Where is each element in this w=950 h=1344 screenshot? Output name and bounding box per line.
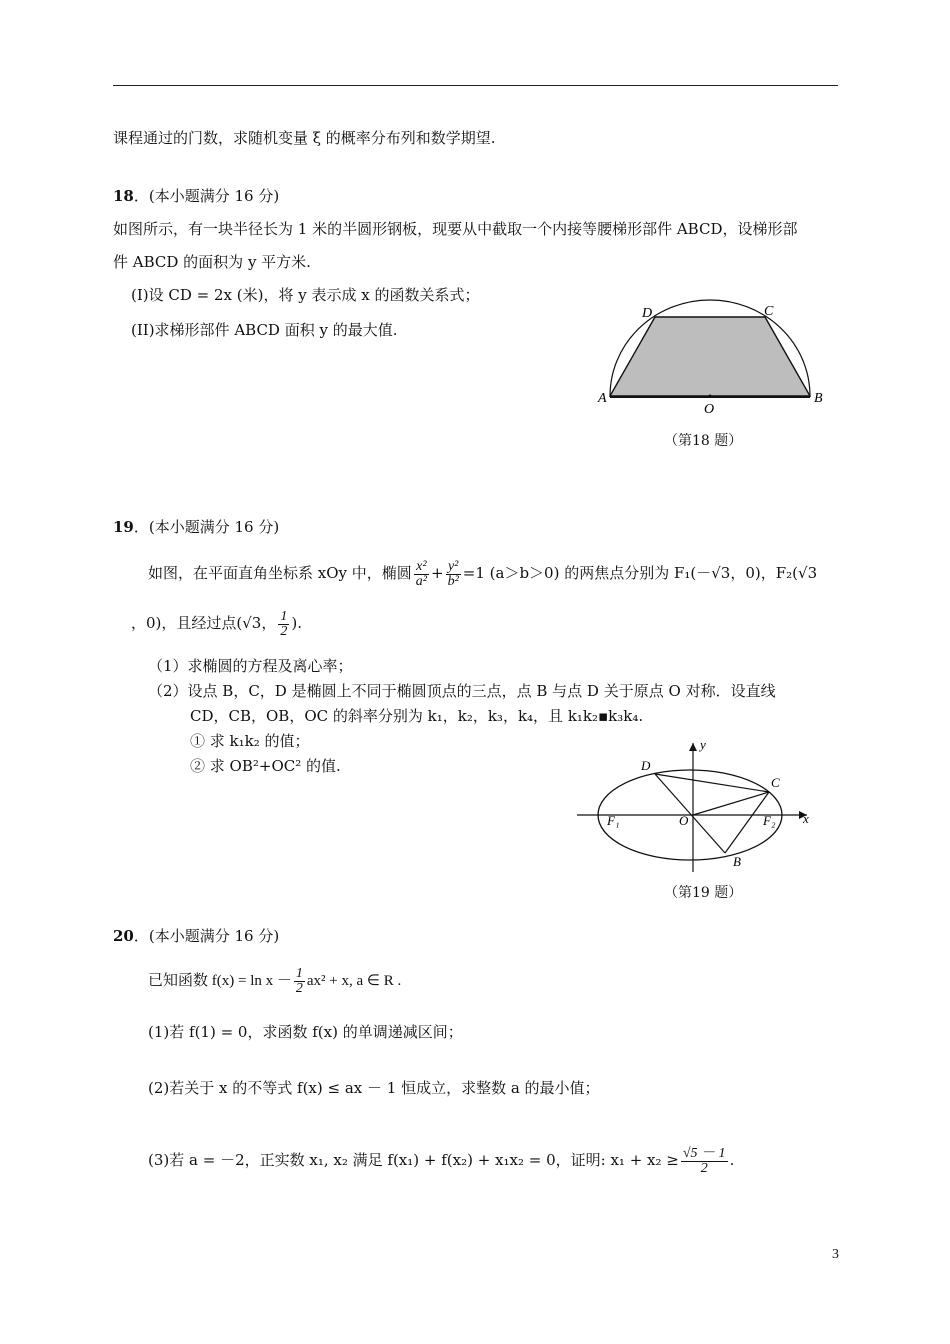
q20-part3-den: 2 [700,1160,708,1176]
q18-header-rest: ．(本小题满分 16 分) [133,187,280,205]
label-c: C [771,775,780,790]
q19-intro-line2-end: ). [291,614,302,632]
q20-part3-frac [681,1147,728,1176]
q19-frac-x [414,560,429,589]
y-axis-arrow [689,743,697,751]
label-f2: F₂ [763,813,776,828]
q19-frac-half-num: 1 [280,608,288,624]
q20-part3-end: . [729,1151,735,1169]
q19-ellipse-figure [575,737,815,877]
q20-part3 [148,1145,734,1176]
q19-frac-y-den: b² [447,573,459,589]
q19-frac-y [446,560,461,589]
label-b: B [733,854,741,869]
header-rule [113,85,838,86]
q20-part1: (1)若 f(1) = 0，求函数 f(x) 的单调递减区间； [148,1023,463,1041]
label-f1: F₁ [607,813,620,828]
q19-frac-y-num: y² [446,560,461,575]
label-o: O [679,813,689,828]
q20-frac-den: 2 [295,980,303,996]
page-number: 3 [832,1247,839,1262]
q18-semicircle-figure [590,295,830,420]
q19-frac-half [278,610,289,639]
line-oc [693,792,769,815]
q17-tail-text: 课程通过的门数，求随机变量 ξ 的概率分布列和数学期望. [113,129,496,147]
q19-intro-line2 [131,608,302,639]
q20-intro-post: ax² + x, a ∈ R . [306,973,402,989]
q18-part2: (II)求梯形部件 ABCD 面积 y 的最大值. [131,321,398,339]
q19-sub1: ① 求 k₁k₂ 的值； [190,732,310,750]
q20-header-rest: ．(本小题满分 16 分) [133,927,280,945]
label-d: D [641,758,651,773]
line-dc [655,774,769,792]
q18-intro-line2: 件 ABCD 的面积为 y 平方米. [113,253,311,271]
q19-frac-x-den: a² [415,573,427,589]
q19-intro-line1: 如图，在平面直角坐标系 xOy 中，椭圆 $\frac{\text{x²}}{\text{a²}}$ + $\frac{\text{y²}}{\text{b²}}$ =1 (a＞b＞0) 的两焦点分别为 F₁(－√3，0)，F₂(√3 [148,558,818,589]
line-db [655,774,725,853]
label-d: D [642,306,653,321]
q19-frac-half-den: 2 [280,623,288,639]
q19-number: 19 [113,518,134,536]
q19-intro-post: =1 (a＞b＞0) 的两焦点分别为 F₁(－√3，0)，F₂(√3 [462,564,818,582]
q18-intro-line1: 如图所示，有一块半径长为 1 米的半圆形钢板，现要从中截取一个内接等腰梯形部件 ABCD，设梯形部 [113,220,798,238]
q19-intro-pre: 如图，在平面直角坐标系 xOy 中，椭圆 [148,564,412,582]
label-a: A [598,391,607,406]
q19-header [113,517,279,537]
label-b: B [814,391,823,406]
q20-frac-num: 1 [295,965,303,981]
q18-number: 18 [113,187,134,205]
q20-part2: (2)若关于 x 的不等式 f(x) ≤ ax － 1 恒成立，求整数 a 的最小值； [148,1079,600,1097]
q19-part1: （1）求椭圆的方程及离心率； [148,657,353,675]
q18-header [113,186,279,206]
q19-part2-line2: CD，CB，OB，OC 的斜率分别为 k₁，k₂，k₃，k₄，且 k₁k₂▪k₃k₄. [190,707,644,725]
q20-number: 20 [113,927,134,945]
label-o: O [704,402,715,417]
q18-part1: (I)设 CD = 2x (米)，将 y 表示成 x 的函数关系式； [131,286,480,304]
q20-header [113,926,279,946]
q19-frac-x-num: x² [414,560,429,575]
label-y: y [700,737,706,752]
q19-header-rest: ．(本小题满分 16 分) [133,518,280,536]
q20-intro [148,965,401,996]
q19-intro-line2-text: ，0)，且经过点(√3， [131,614,277,632]
q19-sub2: ② 求 OB²+OC² 的值. [190,757,341,775]
q20-intro-pre: 已知函数 f(x) = ln x － [148,973,292,989]
label-x: x [803,811,809,826]
q20-frac-half [294,967,305,996]
trapezoid-abcd [610,317,810,396]
center-point [709,395,712,398]
q20-part3-pre: (3)若 a = －2，正实数 x₁, x₂ 满足 f(x₁) + f(x₂) + x₁x₂ = 0，证明: x₁ + x₂ ≥ [148,1151,679,1169]
q19-part2-line1: （2）设点 B，C，D 是椭圆上不同于椭圆顶点的三点，点 B 与点 D 关于原点 O 对称．设直线 [148,682,776,700]
q20-part3-num: √5 － 1 [682,1145,726,1161]
q19-caption: （第19 题） [664,885,743,901]
q18-caption: （第18 题） [664,433,743,449]
label-c: C [764,304,774,319]
